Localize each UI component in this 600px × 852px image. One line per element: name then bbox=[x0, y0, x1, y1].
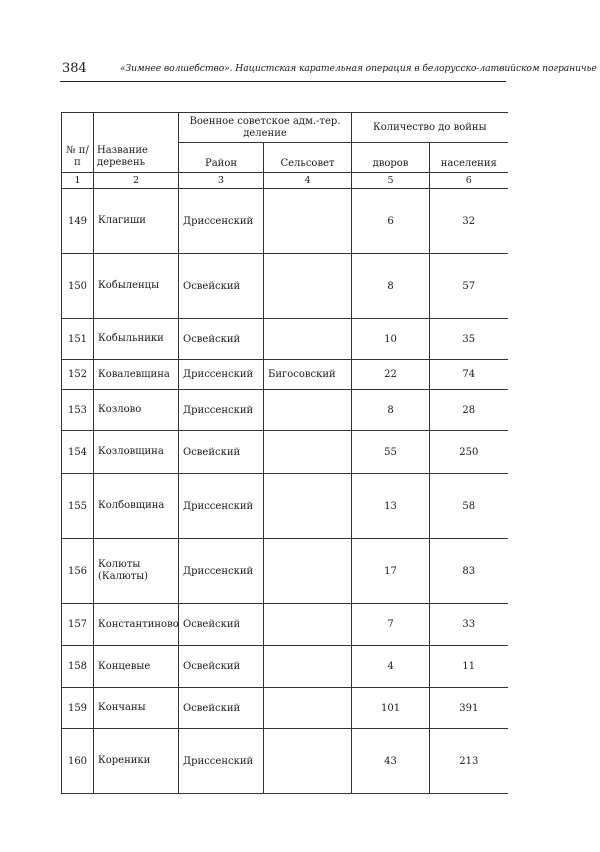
column-index: 3 bbox=[179, 173, 264, 189]
raion-cell: Освейский bbox=[179, 688, 264, 729]
column-index: 6 bbox=[430, 173, 508, 189]
raion-cell: Освейский bbox=[179, 431, 264, 474]
population-cell: 35 bbox=[430, 319, 508, 360]
yards-cell: 6 bbox=[352, 189, 430, 254]
row-number: 153 bbox=[62, 390, 94, 431]
raion-cell: Дриссенский bbox=[179, 360, 264, 390]
selsovet-cell bbox=[264, 319, 352, 360]
population-cell: 250 bbox=[430, 431, 508, 474]
row-number: 159 bbox=[62, 688, 94, 729]
raion-cell: Дриссенский bbox=[179, 390, 264, 431]
selsovet-cell bbox=[264, 729, 352, 794]
row-number: 156 bbox=[62, 539, 94, 604]
population-cell: 213 bbox=[430, 729, 508, 794]
population-cell: 83 bbox=[430, 539, 508, 604]
column-index: 1 bbox=[62, 173, 94, 189]
row-number: 152 bbox=[62, 360, 94, 390]
selsovet-cell bbox=[264, 688, 352, 729]
selsovet-cell bbox=[264, 646, 352, 688]
raion-cell: Освейский bbox=[179, 646, 264, 688]
selsovet-cell bbox=[264, 474, 352, 539]
raion-cell: Освейский bbox=[179, 254, 264, 319]
column-header-number: № п/п bbox=[62, 113, 94, 173]
table-row bbox=[62, 604, 508, 646]
village-name: Кобыльники bbox=[94, 319, 179, 360]
raion-cell: Дриссенский bbox=[179, 539, 264, 604]
raion-cell: Дриссенский bbox=[179, 729, 264, 794]
selsovet-cell bbox=[264, 254, 352, 319]
table-row bbox=[62, 474, 508, 539]
row-number: 149 bbox=[62, 189, 94, 254]
row-number: 155 bbox=[62, 474, 94, 539]
column-header-population: населения bbox=[430, 143, 508, 173]
village-name: Козловщина bbox=[94, 431, 179, 474]
row-number: 158 bbox=[62, 646, 94, 688]
column-header-raion: Район bbox=[179, 143, 264, 173]
yards-cell: 10 bbox=[352, 319, 430, 360]
table-row bbox=[62, 390, 508, 431]
population-cell: 58 bbox=[430, 474, 508, 539]
table-row bbox=[62, 431, 508, 474]
village-name: Кончаны bbox=[94, 688, 179, 729]
village-name: Кобыленцы bbox=[94, 254, 179, 319]
village-name: Константиново bbox=[94, 604, 179, 646]
selsovet-cell bbox=[264, 189, 352, 254]
selsovet-cell bbox=[264, 431, 352, 474]
village-name: Концевые bbox=[94, 646, 179, 688]
selsovet-cell bbox=[264, 390, 352, 431]
row-number: 154 bbox=[62, 431, 94, 474]
population-cell: 11 bbox=[430, 646, 508, 688]
running-title: «Зимнее волшебство». Нацистская карательная операция в белорусско-латвийском пограничье bbox=[120, 63, 597, 74]
yards-cell: 101 bbox=[352, 688, 430, 729]
village-name: Кореники bbox=[94, 729, 179, 794]
table-row bbox=[62, 539, 508, 604]
raion-cell: Освейский bbox=[179, 604, 264, 646]
village-name: Колюты (Калюты) bbox=[94, 539, 179, 604]
population-cell: 28 bbox=[430, 390, 508, 431]
row-number: 150 bbox=[62, 254, 94, 319]
table-row bbox=[62, 688, 508, 729]
raion-cell: Освейский bbox=[179, 319, 264, 360]
yards-cell: 4 bbox=[352, 646, 430, 688]
raion-cell: Дриссенский bbox=[179, 474, 264, 539]
population-cell: 57 bbox=[430, 254, 508, 319]
selsovet-cell: Бигосовский bbox=[264, 360, 352, 390]
population-cell: 74 bbox=[430, 360, 508, 390]
column-header-selsovet: Сельсовет bbox=[264, 143, 352, 173]
column-group-prewar-count: Количество до войны bbox=[352, 113, 508, 143]
population-cell: 32 bbox=[430, 189, 508, 254]
page-number: 384 bbox=[62, 61, 87, 76]
yards-cell: 8 bbox=[352, 390, 430, 431]
column-header-yards: дворов bbox=[352, 143, 430, 173]
table-row bbox=[62, 189, 508, 254]
column-group-admin-division: Военное советское адм.-тер. деление bbox=[179, 113, 352, 143]
table-row bbox=[62, 360, 508, 390]
selsovet-cell bbox=[264, 539, 352, 604]
village-name: Козлово bbox=[94, 390, 179, 431]
village-name: Колбовщина bbox=[94, 474, 179, 539]
table-row bbox=[62, 729, 508, 794]
column-index: 2 bbox=[94, 173, 179, 189]
header-rule bbox=[60, 81, 506, 82]
yards-cell: 13 bbox=[352, 474, 430, 539]
villages-table bbox=[61, 112, 508, 794]
population-cell: 391 bbox=[430, 688, 508, 729]
row-number: 157 bbox=[62, 604, 94, 646]
column-index-row bbox=[62, 173, 508, 189]
table-row bbox=[62, 319, 508, 360]
column-header-village-name: Название деревень bbox=[94, 113, 179, 173]
column-index: 5 bbox=[352, 173, 430, 189]
population-cell: 33 bbox=[430, 604, 508, 646]
column-index: 4 bbox=[264, 173, 352, 189]
yards-cell: 17 bbox=[352, 539, 430, 604]
yards-cell: 7 bbox=[352, 604, 430, 646]
yards-cell: 8 bbox=[352, 254, 430, 319]
table-row bbox=[62, 254, 508, 319]
row-number: 160 bbox=[62, 729, 94, 794]
yards-cell: 55 bbox=[352, 431, 430, 474]
selsovet-cell bbox=[264, 604, 352, 646]
table-row bbox=[62, 646, 508, 688]
raion-cell: Дриссенский bbox=[179, 189, 264, 254]
yards-cell: 22 bbox=[352, 360, 430, 390]
village-name: Клагиши bbox=[94, 189, 179, 254]
village-name: Ковалевщина bbox=[94, 360, 179, 390]
row-number: 151 bbox=[62, 319, 94, 360]
yards-cell: 43 bbox=[352, 729, 430, 794]
